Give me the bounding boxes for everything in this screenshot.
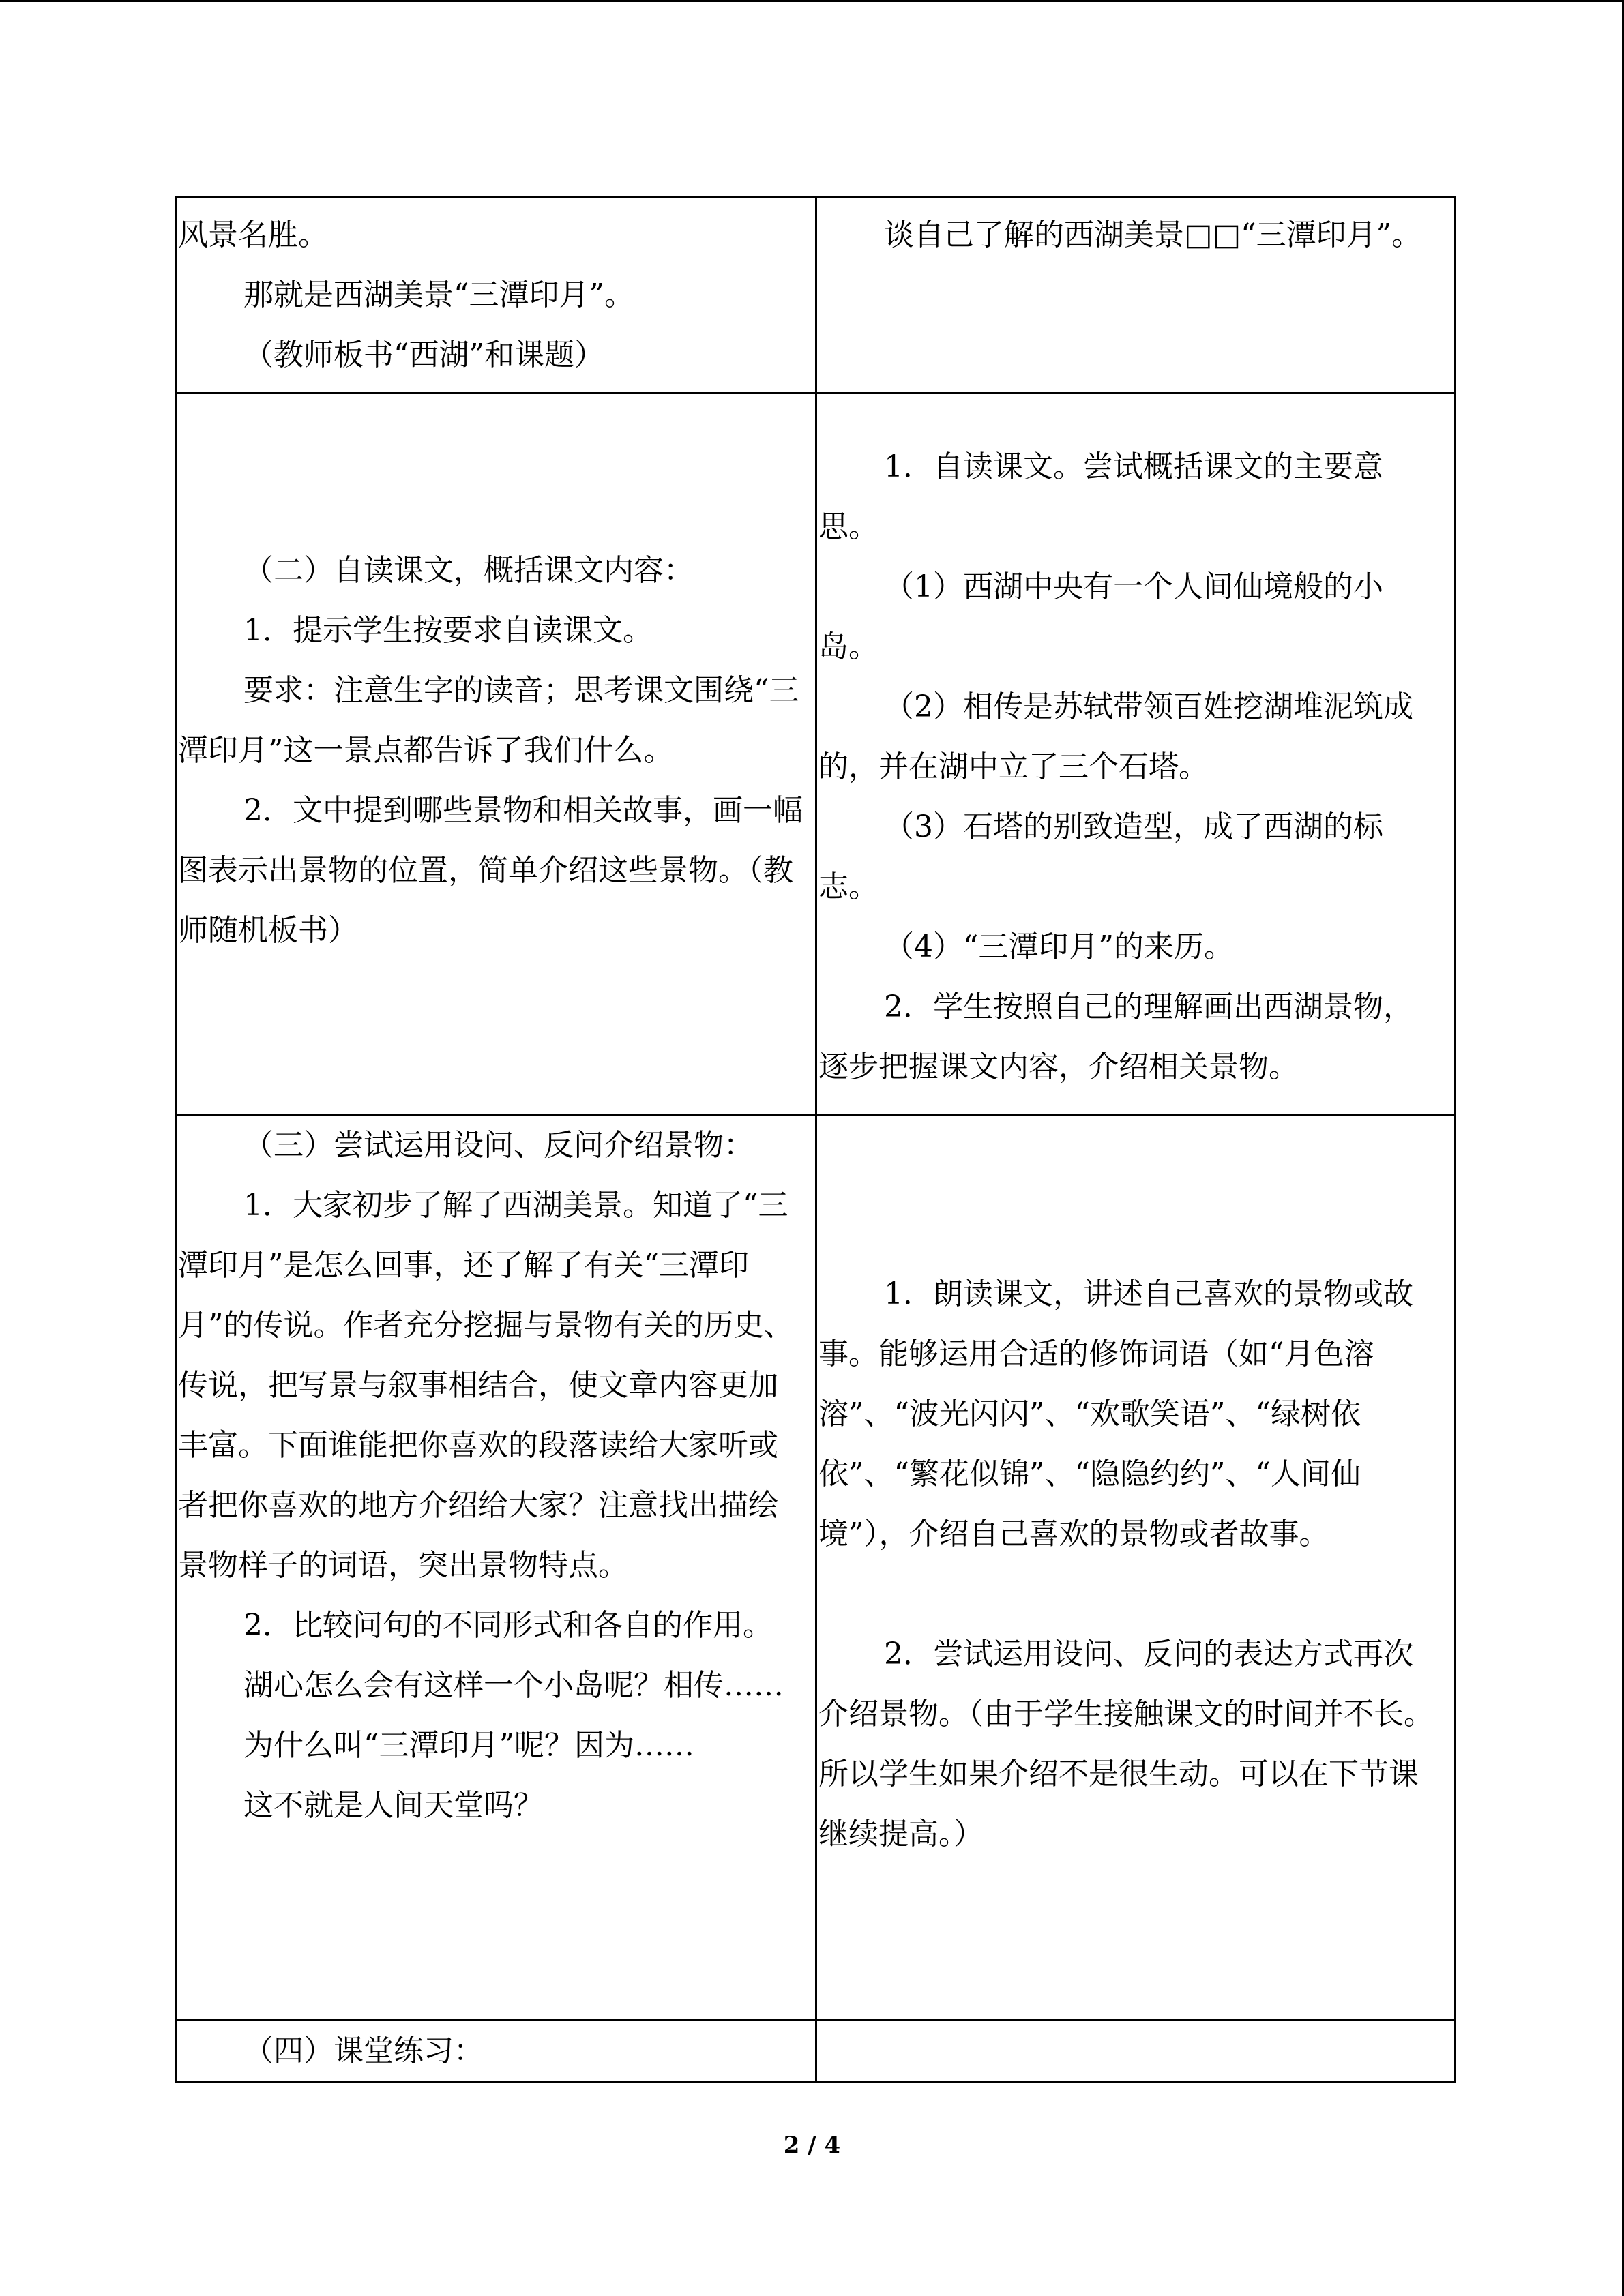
paragraph: 1．大家初步了解了西湖美景。知道了“三潭印月”是怎么回事，还了解了有关“三潭印月”的传说。作者充分挖掘与景物有关的历史、传说，把写景与叙事相结合，使文章内容更加丰富。下面谁能把你喜欢的段落读给大家听或者把你喜欢的地方介绍给大家？注意找出描绘景物样子的词语，突出景物特点。 (178, 1188, 794, 1583)
student-activity-cell (816, 393, 1456, 1115)
student-activity-cell (816, 2021, 1456, 2083)
paragraph: （4）“三潭印月”的来历。 (884, 929, 1234, 964)
teacher-activity-cell (176, 2021, 816, 2083)
teacher-activity-cell (176, 198, 816, 393)
paragraph: 这不就是人间天堂吗？ (243, 1788, 544, 1823)
section-heading: （二）自读课文，概括课文内容： (243, 552, 694, 588)
teacher-activity-cell (176, 1115, 816, 2021)
paragraph: 2．尝试运用设问、反问的表达方式再次介绍景物。（由于学生接触课文的时间并不长。所以学生如果介绍不是很生动。可以在下节课继续提高。） (818, 1636, 1434, 1851)
paragraph: 2．文中提到哪些景物和相关故事，画一幅图表示出景物的位置，简单介绍这些景物。（教师随机板书） (178, 792, 803, 948)
teacher-activity-cell (176, 393, 816, 1115)
paragraph: 1．提示学生按要求自读课文。 (243, 612, 653, 648)
table-row (176, 198, 1456, 393)
paragraph: 要求：注意生字的读音；思考课文围绕“三潭印月”这一景点都告诉了我们什么。 (178, 672, 799, 768)
paragraph: （3）石塔的别致造型，成了西湖的标志。 (818, 809, 1383, 904)
paragraph: 1．自读课文。尝试概括课文的主要意思。 (818, 449, 1383, 544)
student-activity-cell (816, 1115, 1456, 2021)
table-row (176, 2021, 1456, 2083)
page-number: 2 / 4 (783, 2132, 841, 2159)
section-heading: （三）尝试运用设问、反问介绍景物： (243, 1128, 754, 1163)
paragraph: 湖心怎么会有这样一个小岛呢？相传…… (243, 1668, 784, 1703)
lesson-plan-table (175, 196, 1456, 2083)
student-activity-cell (816, 198, 1456, 393)
paragraph: 为什么叫“三潭印月”呢？因为…… (243, 1728, 694, 1763)
paragraph: 谈自己了解的西湖美景□□“三潭印月”。 (884, 218, 1422, 252)
paragraph: （教师板书“西湖”和课题） (243, 338, 604, 372)
section-heading: （四）课堂练习： (243, 2033, 484, 2068)
paragraph: 1．朗读课文，讲述自己喜欢的景物或故事。能够运用合适的修饰词语（如“月色溶溶”、“波光闪闪”、“欢歌笑语”、“绿树依依”、“繁花似锦”、“隐隐约约”、“人间仙境”），介绍自己喜欢的景物或者故事。 (818, 1276, 1413, 1551)
table-row (176, 1115, 1456, 2021)
paragraph: 2．比较问句的不同形式和各自的作用。 (243, 1608, 773, 1643)
paragraph: （2）相传是苏轼带领百姓挖湖堆泥筑成的，并在湖中立了三个石塔。 (818, 689, 1413, 784)
page-border-top (0, 0, 1624, 2)
paragraph: 风景名胜。 (178, 218, 328, 252)
paragraph: 2．学生按照自己的理解画出西湖景物，逐步把握课文内容，介绍相关景物。 (818, 989, 1413, 1084)
table-row (176, 393, 1456, 1115)
paragraph: 那就是西湖美景“三潭印月”。 (243, 278, 634, 312)
paragraph: （1）西湖中央有一个人间仙境般的小岛。 (818, 569, 1383, 664)
